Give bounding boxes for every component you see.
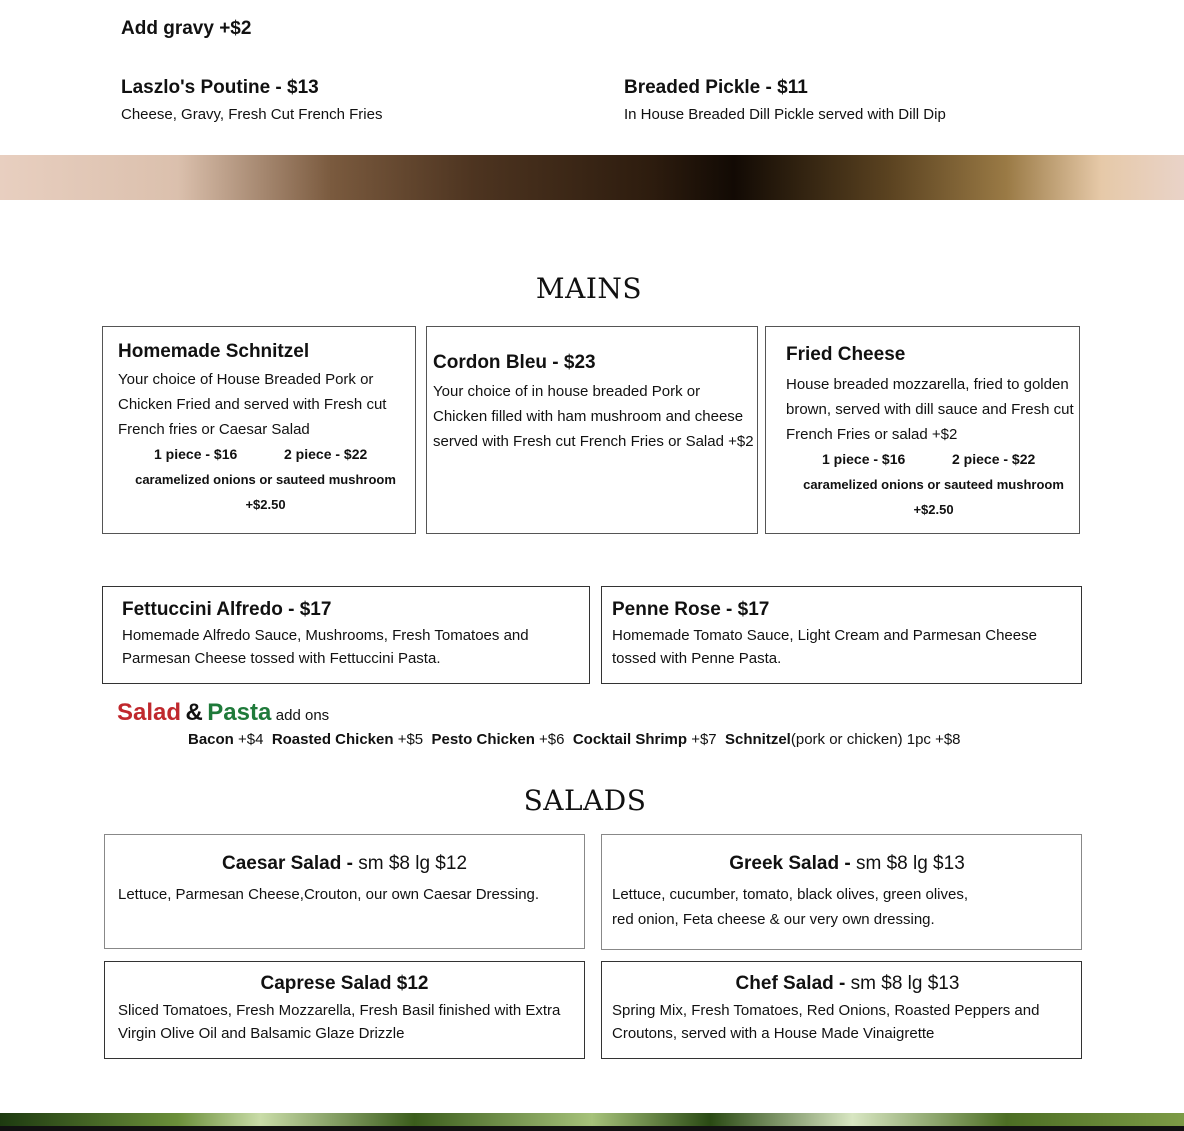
fried-cheese-piece2: 2 piece - $22 <box>952 451 1036 467</box>
chef-card <box>601 961 1082 1059</box>
pickle-title: Breaded Pickle - $11 <box>624 77 808 98</box>
penne-desc: Homemade Tomato Sauce, Light Cream and Parmesan Cheese tossed with Penne Pasta. <box>612 627 1037 667</box>
greek-desc-line2: red onion, Feta cheese & our very own dressing. <box>612 911 935 928</box>
fried-cheese-desc: House breaded mozzarella, fried to golden brown, served with dill sauce and Fresh cut French Fries or salad +$2 <box>786 376 1074 443</box>
schnitzel-piece2: 2 piece - $22 <box>284 446 368 462</box>
addon-roasted-chicken: Roasted Chicken <box>271 731 394 748</box>
caesar-desc: Lettuce, Parmesan Cheese,Crouton, our own Caesar Dressing. <box>118 886 540 903</box>
poutine-desc: Cheese, Gravy, Fresh Cut French Fries <box>121 106 383 123</box>
caesar-title <box>105 853 584 875</box>
greek-card <box>601 834 1082 950</box>
greek-title <box>612 853 1082 875</box>
caesar-card <box>104 834 585 949</box>
schnitzel-piece1: 1 piece - $16 <box>154 446 238 462</box>
schnitzel-extra: caramelized onions or sauteed mushroom +$2.50 <box>135 472 396 512</box>
poutine-title: Laszlo's Poutine - $13 <box>121 77 319 98</box>
penne-title: Penne Rose - $17 <box>612 599 770 620</box>
fettuccini-card <box>102 586 590 684</box>
schnitzel-desc: Your choice of House Breaded Pork or Chicken Fried and served with Fresh cut French fries or Caesar Salad <box>118 371 387 438</box>
decorative-banner-bottom <box>0 1113 1184 1131</box>
caprese-card <box>104 961 585 1059</box>
greek-name: Greek Salad - <box>729 853 851 874</box>
addons-heading <box>117 699 329 727</box>
decorative-banner-top <box>0 155 1184 200</box>
greek-desc-line1: Lettuce, cucumber, tomato, black olives, green olives, <box>612 886 969 903</box>
addons-label: add ons <box>275 707 330 724</box>
addon-roasted-chicken-price: +$5 <box>397 731 424 748</box>
fried-cheese-piece1: 1 piece - $16 <box>822 451 906 467</box>
fried-cheese-title: Fried Cheese <box>786 344 906 365</box>
chef-name: Chef Salad - <box>735 973 846 994</box>
addon-cocktail-shrimp: Cocktail Shrimp <box>572 731 688 748</box>
gravy-addon: Add gravy +$2 <box>121 18 252 39</box>
schnitzel-card <box>102 326 416 534</box>
addon-bacon-price: +$4 <box>238 731 264 748</box>
caprese-title: Caprese Salad $12 <box>260 973 429 994</box>
addon-pesto-chicken: Pesto Chicken <box>431 731 535 748</box>
cordon-bleu-card <box>426 326 758 534</box>
chef-price: sm $8 lg $13 <box>850 973 960 994</box>
addons-salad-word: Salad <box>117 699 182 726</box>
caesar-name: Caesar Salad - <box>221 853 353 874</box>
fried-cheese-card <box>765 326 1080 534</box>
addons-amp: & <box>185 699 203 726</box>
addon-schnitzel: Schnitzel <box>725 731 791 748</box>
cordon-bleu-desc: Your choice of in house breaded Pork or Chicken filled with ham mushroom and cheese served with Fresh cut French Fries or Salad +$2 <box>433 383 754 450</box>
salads-heading: SALADS <box>523 784 647 817</box>
caesar-price: sm $8 lg $12 <box>358 853 468 874</box>
addon-pesto-chicken-price: +$6 <box>539 731 565 748</box>
mains-heading: MAINS <box>535 272 643 305</box>
chef-title <box>615 973 1080 995</box>
penne-card <box>601 586 1082 684</box>
addons-pasta-word: Pasta <box>207 699 272 726</box>
schnitzel-title: Homemade Schnitzel <box>118 341 310 362</box>
addon-bacon: Bacon <box>188 731 234 748</box>
greek-price: sm $8 lg $13 <box>855 853 965 874</box>
addon-cocktail-shrimp-price: +$7 <box>691 731 717 748</box>
addons-list <box>188 731 961 748</box>
pickle-desc: In House Breaded Dill Pickle served with Dill Dip <box>624 106 946 123</box>
fettuccini-title: Fettuccini Alfredo - $17 <box>122 599 332 620</box>
fettuccini-desc: Homemade Alfredo Sauce, Mushrooms, Fresh Tomatoes and Parmesan Cheese tossed with Fettuccini Pasta. <box>122 627 529 667</box>
fried-cheese-extra: caramelized onions or sauteed mushroom +$2.50 <box>803 477 1064 517</box>
cordon-bleu-title: Cordon Bleu - $23 <box>433 352 596 373</box>
chef-desc: Spring Mix, Fresh Tomatoes, Red Onions, Roasted Peppers and Croutons, served with a House Made Vinaigrette <box>612 1002 1040 1042</box>
caprese-desc: Sliced Tomatoes, Fresh Mozzarella, Fresh Basil finished with Extra Virgin Olive Oil and Balsamic Glaze Drizzle <box>118 1002 561 1042</box>
addon-schnitzel-price: (pork or chicken) 1pc +$8 <box>790 731 961 748</box>
